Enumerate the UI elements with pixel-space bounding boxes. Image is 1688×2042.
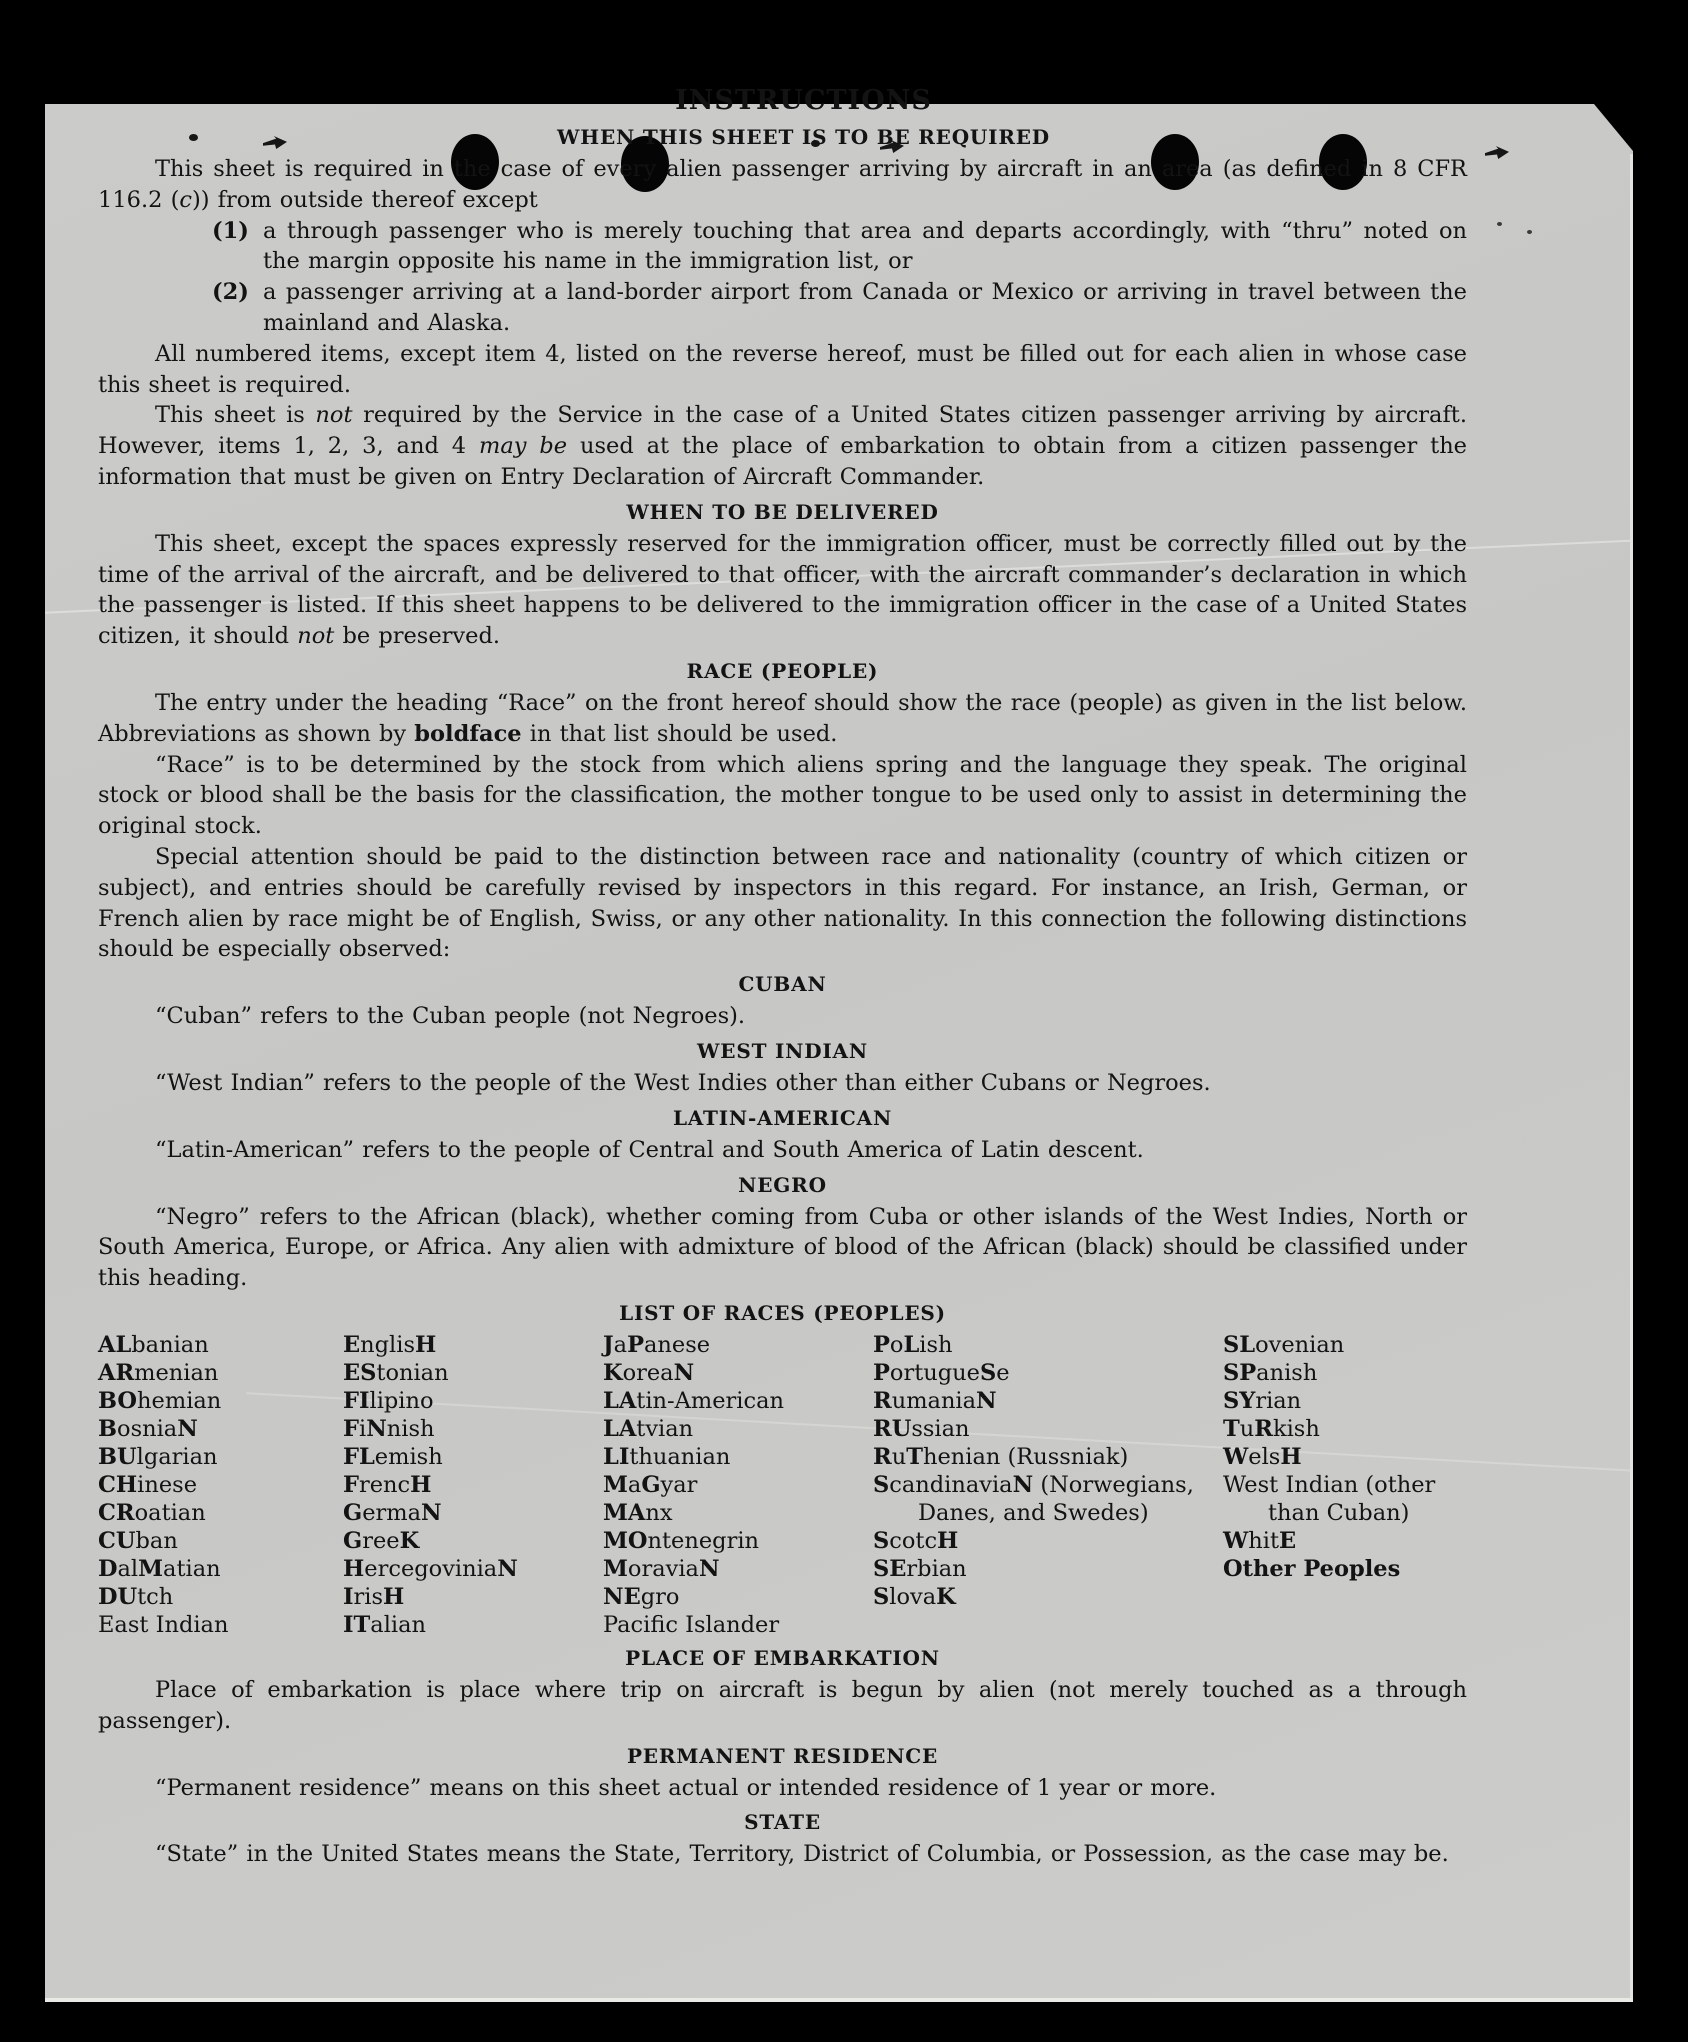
paragraph: Place of embarkation is place where trip on aircraft is begun by alien (not merely touched as a through passenger).	[98, 1676, 1467, 1734]
paper-edge	[1630, 154, 1633, 2002]
section-heading-place-of-embarkation: PLACE OF EMBARKATION	[625, 1645, 940, 1670]
race-item: SPanish	[1223, 1359, 1318, 1386]
section-heading-permanent-residence: PERMANENT RESIDENCE	[626, 1743, 939, 1768]
paragraph: This sheet is required in the case of every alien passenger arriving by aircraft in an area (as defined in 8 CFR 116.2 (c)) from outside thereof except	[98, 156, 1467, 213]
race-item: Other Peoples	[1223, 1555, 1401, 1582]
section-when-delivered	[98, 497, 1467, 652]
numbered-item-1	[212, 216, 1467, 278]
race-item: PoLish	[873, 1331, 953, 1358]
race-item: BUlgarian	[98, 1443, 218, 1470]
section-heading-list-of-races: LIST OF RACES (PEOPLES)	[619, 1300, 946, 1325]
race-item: MOntenegrin	[603, 1527, 760, 1554]
race-item: GermaN	[343, 1499, 442, 1526]
race-item: CHinese	[98, 1471, 198, 1498]
race-item: PortugueSe	[873, 1359, 1010, 1386]
race-item: MoraviaN	[603, 1555, 720, 1582]
race-item: LIthuanian	[603, 1443, 731, 1470]
race-item: ScotcH	[873, 1527, 959, 1554]
race-item: DUtch	[98, 1583, 174, 1610]
race-item: CUban	[98, 1527, 178, 1554]
race-item: East Indian	[98, 1611, 229, 1638]
paragraph: “Race” is to be determined by the stock from which aliens spring and the language they speak. The original stock or blood shall be the basis for the classification, the mother tongue to be used only to assist in determining the original stock.	[98, 751, 1467, 840]
race-item: KoreaN	[603, 1359, 695, 1386]
section-race-people	[98, 656, 1467, 965]
ink-speck	[1527, 230, 1532, 234]
race-item: FIlipino	[343, 1387, 434, 1414]
section-heading-west-indian: WEST INDIAN	[697, 1038, 868, 1063]
race-item: FiNnish	[343, 1415, 435, 1442]
race-column-5	[1223, 1331, 1465, 1639]
section-heading-cuban: CUBAN	[738, 972, 827, 997]
race-item: TuRkish	[1223, 1415, 1320, 1442]
race-item: West Indian (other than Cuban)	[1223, 1471, 1436, 1526]
race-item: FrencH	[343, 1471, 432, 1498]
race-column-4	[873, 1331, 1223, 1639]
race-column-1	[98, 1331, 343, 1639]
item-text: a through passenger who is merely touching that area and departs accordingly, with “thru” noted on the margin opposite his name in the immigration list, or	[263, 217, 1467, 275]
race-item: WhitE	[1223, 1527, 1297, 1554]
race-item: GreeK	[343, 1527, 420, 1554]
item-number: (2)	[212, 279, 249, 306]
race-item: IrisH	[343, 1583, 405, 1610]
paragraph: “West Indian” refers to the people of the West Indies other than either Cubans or Negroes.	[155, 1069, 1211, 1096]
section-heading-negro: NEGRO	[738, 1172, 827, 1197]
races-list	[98, 1331, 1467, 1639]
race-item: SlovaK	[873, 1583, 956, 1610]
section-list-of-races	[98, 1298, 1467, 1639]
section-heading-state: STATE	[744, 1810, 821, 1835]
race-item: EStonian	[343, 1359, 449, 1386]
race-item: BOhemian	[98, 1387, 222, 1414]
race-item: CRoatian	[98, 1499, 206, 1526]
paragraph: This sheet is not required by the Service in the case of a United States citizen passenger arriving by aircraft. However, items 1, 2, 3, and 4 may be used at the place of embarkation to obtain from a citizen passenger the information that must be given on Entry Declaration of Aircraft Commander.	[98, 402, 1468, 490]
paragraph: This sheet, except the spaces expressly reserved for the immigration officer, must be correctly filled out by the time of the arrival of the aircraft, and be delivered to that officer, with the aircraft commander’s declaration in which the passenger is listed. If this sheet happens to be delivered to the immigration officer in the case of a United States citizen, it should not be preserved.	[98, 530, 1467, 650]
race-item: BosniaN	[98, 1415, 198, 1442]
paragraph: Special attention should be paid to the distinction between race and nationality (country of which citizen or subject), and entries should be carefully revised by inspectors in this regard. For instance, an Irish, German, or French alien by race might be of English, Swiss, or any other nationality. In this connection the following distinctions should be especially observed:	[98, 843, 1467, 963]
race-item: WelsH	[1223, 1443, 1302, 1470]
section-west-indian	[98, 1036, 1467, 1099]
race-item: RumaniaN	[873, 1387, 997, 1414]
race-column-3	[603, 1331, 873, 1639]
section-place-of-embarkation	[98, 1643, 1467, 1737]
item-number: (1)	[212, 217, 249, 244]
numbered-item-2	[212, 277, 1467, 339]
paragraph: All numbered items, except item 4, listed on the reverse hereof, must be filled out for each alien in whose case this sheet is required.	[98, 340, 1467, 398]
section-heading-latin-american: LATIN-AMERICAN	[672, 1105, 893, 1130]
paragraph: “Permanent residence” means on this sheet actual or intended residence of 1 year or more.	[155, 1774, 1217, 1801]
section-cuban	[98, 969, 1467, 1032]
section-heading-race-people: RACE (PEOPLE)	[686, 658, 879, 683]
race-item: LAtvian	[603, 1415, 694, 1442]
race-item: SYrian	[1223, 1387, 1302, 1414]
race-item: ALbanian	[98, 1331, 209, 1358]
paragraph: “Cuban” refers to the Cuban people (not Negroes).	[155, 1003, 746, 1030]
section-permanent-residence	[98, 1741, 1467, 1804]
paragraph: “State” in the United States means the State, Territory, District of Columbia, or Possession, as the case may be.	[155, 1841, 1449, 1868]
doc-title: INSTRUCTIONS	[675, 85, 932, 116]
race-item: Pacific Islander	[603, 1611, 780, 1638]
race-item: NEgro	[603, 1583, 680, 1610]
paragraph: “Negro” refers to the African (black), whether coming from Cuba or other islands of the West Indies, North or South America, Europe, or Africa. Any alien with admixture of blood of the African (black) should be classified under this heading.	[98, 1203, 1467, 1292]
race-item: ITalian	[343, 1611, 426, 1638]
race-item: EnglisH	[343, 1331, 437, 1358]
race-item: RuThenian (Russniak)	[873, 1443, 1129, 1470]
race-item: DalMatian	[98, 1555, 221, 1582]
paper-edge	[45, 1998, 1633, 2002]
race-item: LAtin-American	[603, 1387, 784, 1414]
document-content	[98, 84, 1467, 1870]
race-column-2	[343, 1331, 603, 1639]
paragraph: “Latin-American” refers to the people of Central and South America of Latin descent.	[155, 1136, 1144, 1163]
paragraph: The entry under the heading “Race” on the front hereof should show the race (people) as given in the list below. Abbreviations as shown by boldface in that list should be used.	[98, 689, 1467, 747]
section-latin-american	[98, 1103, 1467, 1166]
race-item: RUssian	[873, 1415, 970, 1442]
race-item: JaPanese	[603, 1331, 711, 1358]
section-heading-when-required: WHEN THIS SHEET IS TO BE REQUIRED	[557, 125, 1050, 149]
race-item: HercegoviniaN	[343, 1555, 518, 1582]
race-item: SErbian	[873, 1555, 967, 1582]
race-item: MaGyar	[603, 1471, 698, 1498]
race-item: ARmenian	[98, 1359, 219, 1386]
section-negro	[98, 1170, 1467, 1294]
race-item: SLovenian	[1223, 1331, 1345, 1358]
race-item: FLemish	[343, 1443, 443, 1470]
section-heading-when-delivered: WHEN TO BE DELIVERED	[626, 499, 939, 524]
race-item: MAnx	[603, 1499, 673, 1526]
section-when-required	[98, 122, 1467, 493]
race-item: ScandinaviaN (Norwegians, Danes, and Swedes)	[873, 1471, 1194, 1526]
ink-speck	[1497, 222, 1502, 226]
item-text: a passenger arriving at a land-border airport from Canada or Mexico or arriving in travel between the mainland and Alaska.	[263, 279, 1467, 336]
section-state	[98, 1807, 1467, 1870]
